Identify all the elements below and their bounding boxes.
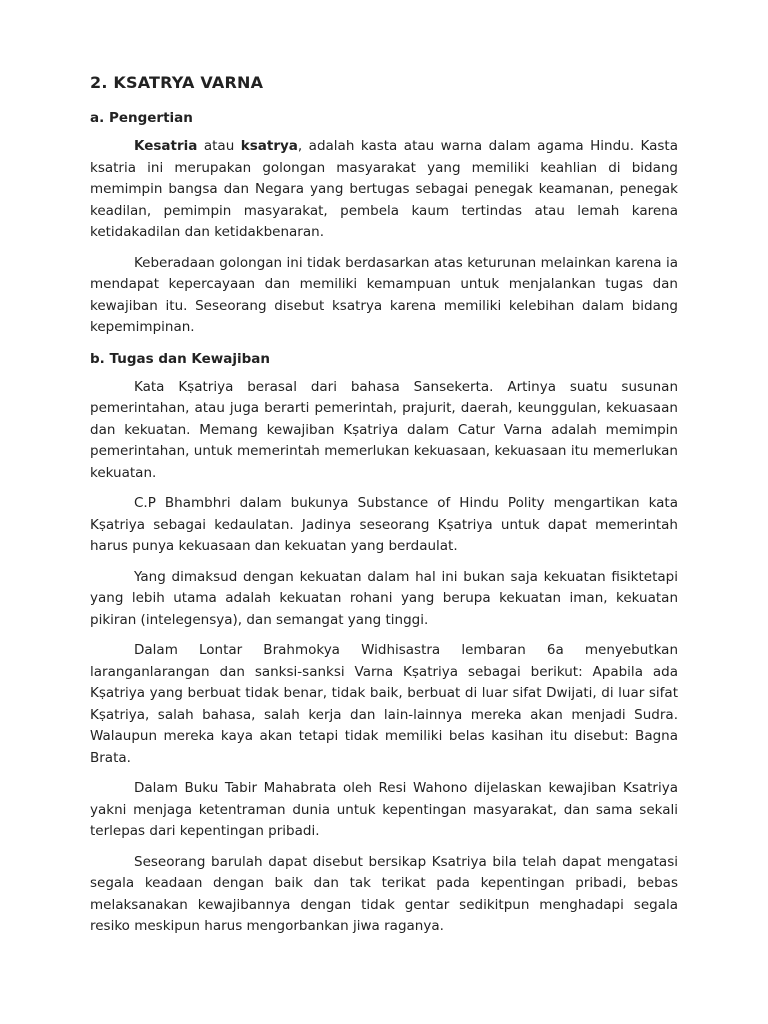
paragraph: Keberadaan golongan ini tidak berdasarkan atas keturunan melainkan karena ia mendapat kepercayaan dan memiliki kemampuan untuk menjalankan tugas dan kewajiban itu. Seseorang disebut ksatrya karena memiliki kelebihan dalam bidang kepemimpinan.: [90, 254, 678, 335]
paragraph: [90, 136, 678, 244]
paragraph: Kata Kṣatriya berasal dari bahasa Sansekerta. Artinya suatu susunan pemerintahan, atau juga berarti pemerintah, prajurit, daerah, keunggulan, kekuasaan dan kekuatan. Memang kewajiban Kṣatriya dalam Catur Varna adalah memimpin pemerintahan, untuk memerintah memerlukan kekuasaan, kekuasaan itu memerlukan kekuatan.: [90, 378, 678, 481]
paragraph: Yang dimaksud dengan kekuatan dalam hal ini bukan saja kekuatan fisiktetapi yang lebih utama adalah kekuatan rohani yang berupa kekuatan iman, kekuatan pikiran (intelegensya), dan semangat yang tinggi.: [90, 568, 678, 628]
document-title: 2. KSATRYA VARNA: [90, 73, 264, 92]
text-span: atau: [197, 138, 241, 154]
term-ksatrya: ksatrya: [240, 138, 298, 154]
section-heading-pengertian: a. Pengertian: [90, 110, 193, 126]
text-span: , adalah kasta atau warna dalam agama Hindu. Kasta ksatria ini merupakan golongan masyarakat yang memiliki keahlian di bidang memimpin bangsa dan Negara yang bertugas sebagai penegak keamanan, penegak keadilan, pemimpin masyarakat, pembela kaum tertindas atau lemah karena ketidakadilan dan ketidakbenaran.: [90, 138, 678, 240]
paragraph: Dalam Buku Tabir Mahabrata oleh Resi Wahono dijelaskan kewajiban Ksatriya yakni menjaga ketentraman dunia untuk kepentingan masyarakat, dan sama sekali terlepas dari kepentingan pribadi.: [90, 780, 678, 839]
section-heading-tugas: b. Tugas dan Kewajiban: [90, 350, 271, 367]
paragraph: Dalam Lontar Brahmokya Widhisastra lembaran 6a menyebutkan laranganlarangan dan sanksi-sanksi Varna Kṣatriya sebagai berikut: Apabila ada Kṣatriya yang berbuat tidak benar, tidak baik, berbuat di luar sifat Dwijati, di luar sifat Kṣatriya, salah bahasa, salah kerja dan lain-lainnya mereka akan menjadi Sudra. Walaupun mereka kaya akan tetapi tidak memiliki belas kasihan itu disebut: Bagna Brata.: [90, 642, 678, 766]
paragraph: C.P Bhambhri dalam bukunya Substance of Hindu Polity mengartikan kata Kṣatriya sebagai kedaulatan. Jadinya seseorang Kṣatriya untuk dapat memerintah harus punya kekuasaan dan kekuatan yang berdaulat.: [90, 495, 678, 554]
term-kesatria: Kesatria: [134, 138, 198, 154]
paragraph: Seseorang barulah dapat disebut bersikap Ksatriya bila telah dapat mengatasi segala keadaan dengan baik dan tak terikat pada kepentingan pribadi, bebas melaksanakan kewajibannya dengan tidak gentar sedikitpun menghadapi segala resiko meskipun harus mengorbankan jiwa raganya.: [90, 853, 678, 934]
